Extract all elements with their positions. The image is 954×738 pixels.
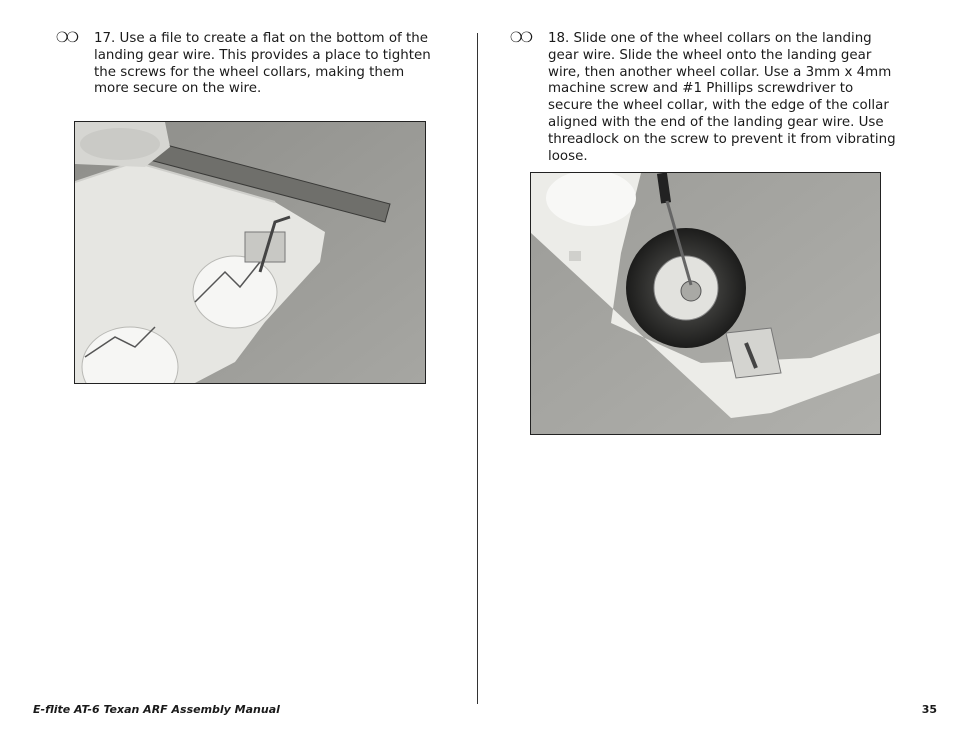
page-number: 35 [921,703,937,716]
column-divider [477,33,478,704]
checkbox-icon[interactable]: ❍❍ [56,30,78,46]
step-17-photo [74,121,426,384]
checkbox-icon[interactable]: ❍❍ [510,30,532,46]
step-18-photo [530,172,881,435]
step-18-text: 18. Slide one of the wheel collars on the landing gear wire. Slide the wheel onto the landing gear wire, then another wheel collar. Use a 3mm x 4mm machine screw and #1 Phillips screwdriver to secure the wheel collar, with the edge of the collar aligned with the end of the landing gear wire. Use threadlock on the screw to prevent it from vibrating loose. [548,31,896,164]
step-17-text: 17. Use a file to create a flat on the bottom of the landing gear wire. This provides a place to tighten the screws for the wheel collars, making them more secure on the wire. [94,31,431,97]
footer-title: E-flite AT-6 Texan ARF Assembly Manual [33,703,280,716]
